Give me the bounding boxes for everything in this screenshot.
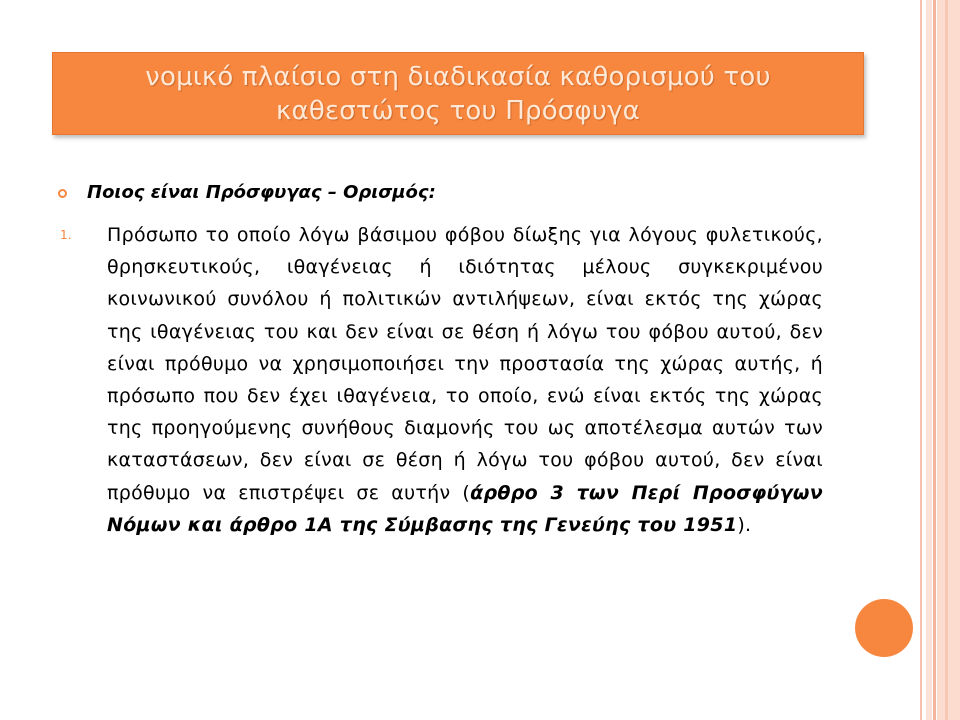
definition-end: ). <box>737 513 752 536</box>
circle-bullet-icon <box>58 189 67 198</box>
definition-paragraph <box>107 219 823 541</box>
bullet-heading: Ποιος είναι Πρόσφυγας – Ορισμός: <box>87 181 436 203</box>
decorative-stripe <box>920 0 922 720</box>
title-line-2: καθεστώτος του Πρόσφυγα <box>275 95 641 126</box>
slide-title-box <box>52 52 864 135</box>
slide-title <box>145 60 770 128</box>
list-number: 1. <box>60 228 72 242</box>
decorative-stripe <box>937 0 960 720</box>
decorative-stripe <box>926 0 932 720</box>
decorative-stripe <box>945 0 948 720</box>
definition-text: Πρόσωπο το οποίο λόγω βάσιμου φόβου δίωξης για λόγους φυλετικούς, θρησκευτικούς, ιθαγένειας ή ιδιότητας μέλους συγκεκριμένου κοινωνικού συνόλου ή πολιτικών αντιλήψεων, είναι εκτός της χώρας της ιθαγένειας του και δεν είναι σε θέση ή λόγω του φόβου αυτού, δεν είναι πρόθυμο να χρησιμοποιήσει την προστασία της χώρας αυτής, ή πρόσωπο που δεν έχει ιθαγένεια, το οποίο, ενώ είναι εκτός της χώρας της προηγούμενης συνήθους διαμονής του ως αποτέλεσμα αυτών των καταστάσεων, δεν είναι σε θέση ή λόγω του φόβου αυτού, δεν είναι πρόθυμο να επιστρέψει σε αυτήν ( <box>107 224 823 504</box>
title-line-1: νομικό πλαίσιο στη διαδικασία καθορισμού του <box>145 61 771 92</box>
legal-reference: άρθρο 3 των Περί Προσφύγων Νόμων και άρθρο 1Α της Σύμβασης της Γενεύης του 1951 <box>107 481 823 536</box>
decorative-circle <box>855 599 913 657</box>
bullet-item <box>58 178 838 206</box>
decorative-stripe <box>933 0 936 720</box>
